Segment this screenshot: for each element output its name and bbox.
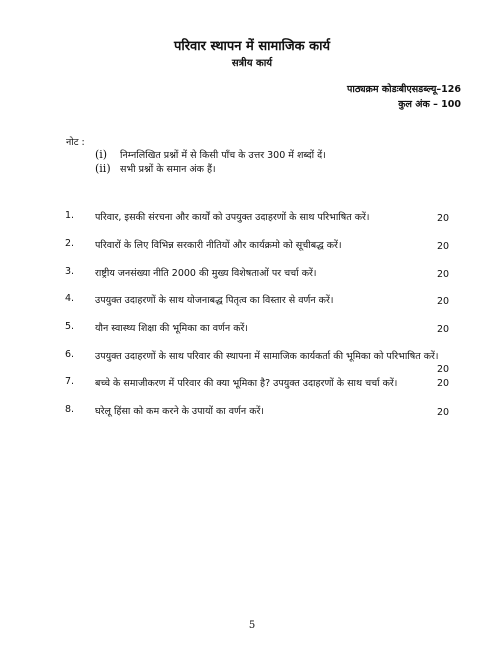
- question-text: घरेलू हिंसा को कम करने के उपायों का वर्णन करें।: [95, 406, 264, 417]
- question-number: 3.: [65, 266, 75, 277]
- question-row: [0, 321, 504, 335]
- note-item: [95, 148, 326, 161]
- question-text: परिवारों के लिए विभिन्न सरकारी नीतियों और कार्यक्रमो को सूचीबद्ध करें।: [95, 240, 342, 251]
- question-marks: 20: [437, 296, 450, 307]
- document-subtitle: सत्रीय कार्य: [231, 58, 273, 69]
- question-text: उपयुक्त उदाहरणों के साथ योजनाबद्ध पितृत्व का विस्तार से वर्णन करें।: [95, 295, 334, 306]
- question-text: उपयुक्त उदाहरणों के साथ परिवार की स्थापना में सामाजिक कार्यकर्ता की भूमिका को परिभाषित करें।: [95, 351, 439, 362]
- document-title: परिवार स्थापन में सामाजिक कार्य: [173, 39, 331, 54]
- question-number: 4.: [65, 293, 75, 304]
- note-label: नोट :: [66, 137, 85, 148]
- total-marks: कुल अंक – 100: [398, 99, 461, 110]
- question-marks: 20: [437, 269, 450, 280]
- question-marks: 20: [437, 378, 450, 389]
- question-row: [0, 238, 504, 252]
- note-item-text: सभी प्रश्नों के समान अंक हैं।: [120, 164, 216, 175]
- note-item-number: (ii): [95, 162, 111, 175]
- note-item: [95, 162, 216, 175]
- page-number: 5: [248, 620, 256, 631]
- question-marks: 20: [437, 407, 450, 418]
- question-number: 8.: [65, 404, 75, 415]
- question-row: [0, 404, 504, 418]
- question-row: [0, 376, 504, 390]
- question-marks: 20: [437, 364, 450, 375]
- question-number: 7.: [65, 376, 75, 387]
- question-row: [0, 210, 504, 224]
- question-number: 2.: [65, 238, 75, 249]
- question-number: 5.: [65, 321, 75, 332]
- question-text: राष्ट्रीय जनसंख्या नीति 2000 की मुख्य विशेषताओं पर चर्चा करें।: [95, 268, 317, 279]
- question-text: यौन स्वास्थ्य शिक्षा की भूमिका का वर्णन करें।: [95, 323, 248, 334]
- question-row: [0, 349, 504, 375]
- question-row: [0, 266, 504, 280]
- course-code: पाठ्यक्रम कोडःबीएसडब्ल्यू–126: [347, 84, 461, 95]
- question-marks: 20: [437, 241, 450, 252]
- question-number: 6.: [65, 349, 75, 360]
- note-item-number: (i): [95, 148, 108, 161]
- question-marks: 20: [437, 324, 450, 335]
- question-text: बच्चे के समाजीकरण में परिवार की क्या भूमिका है? उपयुक्त उदाहरणों के साथ चर्चा करें।: [95, 378, 398, 389]
- question-text: परिवार, इसकी संरचना और कार्यों को उपयुक्त उदाहरणों के साथ परिभाषित करें।: [95, 212, 370, 223]
- question-row: [0, 293, 504, 307]
- note-item-text: निम्नलिखित प्रश्नों में से किसी पाँच के उत्तर 300 में शब्दों दें।: [120, 150, 326, 161]
- question-number: 1.: [65, 210, 75, 221]
- question-marks: 20: [437, 213, 450, 224]
